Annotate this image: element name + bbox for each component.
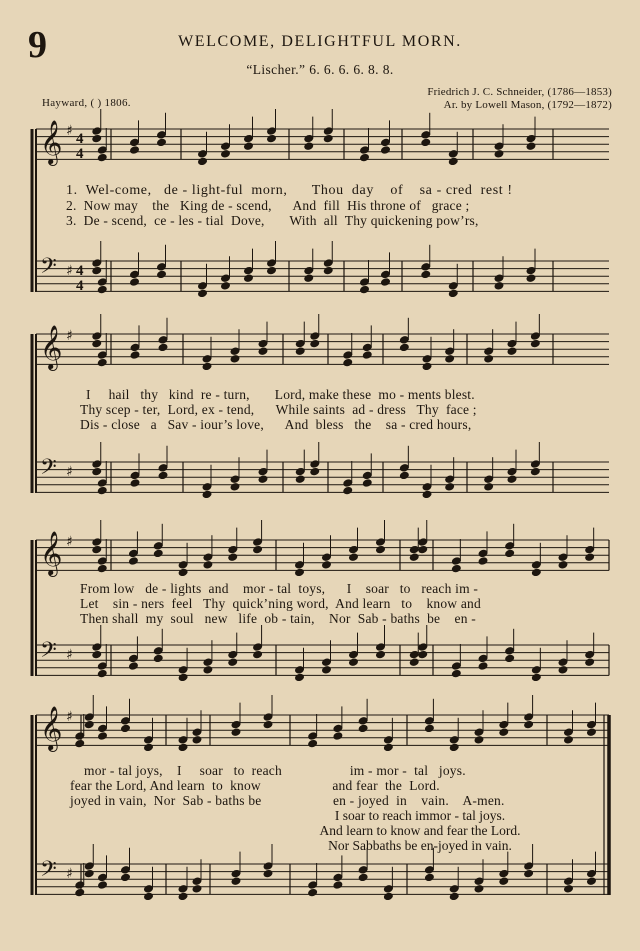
note-head — [418, 545, 428, 554]
note-head — [422, 362, 432, 371]
note-head — [263, 869, 273, 878]
note-head — [383, 892, 393, 901]
note-head — [253, 650, 263, 659]
note-head — [178, 673, 188, 682]
note-head — [484, 482, 494, 491]
note-head — [97, 486, 107, 495]
note-head — [304, 274, 314, 283]
note-head — [128, 662, 138, 671]
sharp-icon: ♯ — [66, 647, 73, 663]
note-head — [445, 482, 455, 491]
bass-clef-icon: 𝄢 — [40, 638, 57, 668]
note-head — [563, 735, 573, 744]
note-head — [323, 266, 333, 275]
note-head — [380, 146, 390, 155]
lyric-line-s4-v1: mor - tal joys, I soar to reach im - mor - tal joys. — [84, 763, 466, 778]
note-head — [130, 479, 140, 488]
note-head — [97, 669, 107, 678]
note-head — [230, 354, 240, 363]
note-head — [143, 892, 153, 901]
note-head — [348, 553, 358, 562]
note-head — [321, 560, 331, 569]
tune-name: “Lischer.” 6. 6. 6. 6. 8. 8. — [246, 62, 394, 77]
note-head — [585, 658, 595, 667]
note-head — [97, 358, 107, 367]
note-head — [494, 281, 504, 290]
note-head — [418, 650, 428, 659]
note-head — [563, 884, 573, 893]
note-head — [505, 549, 515, 558]
note-head — [97, 285, 107, 294]
hymn-title: WELCOME, DELIGHTFUL MORN. — [178, 33, 462, 50]
note-head — [333, 732, 343, 741]
note-head — [294, 568, 304, 577]
sharp-icon: ♯ — [66, 464, 73, 480]
note-head — [358, 873, 368, 882]
sharp-icon: ♯ — [66, 123, 73, 139]
note-head — [507, 475, 517, 484]
note-head — [308, 888, 318, 897]
note-head — [97, 564, 107, 573]
time-signature: 4 — [76, 146, 84, 162]
arranger-credit: Ar. by Lowell Mason, (1792—1872) — [443, 99, 612, 111]
note-head — [243, 142, 253, 151]
note-head — [526, 142, 536, 151]
bass-clef-icon: 𝄢 — [40, 254, 57, 284]
note-head — [421, 270, 431, 279]
sharp-icon: ♯ — [66, 263, 73, 279]
note-head — [358, 724, 368, 733]
lyric-line-s3-v1: From low de - lights and mor - tal toys, I soar to reach im - — [80, 581, 479, 596]
time-signature: 4 — [76, 131, 84, 147]
note-head — [484, 354, 494, 363]
note-head — [409, 658, 419, 667]
note-head — [263, 720, 273, 729]
sharp-icon: ♯ — [66, 709, 73, 725]
note-head — [130, 351, 140, 360]
note-head — [531, 673, 541, 682]
note-head — [310, 339, 320, 348]
note-head — [586, 728, 596, 737]
note-head — [231, 728, 241, 737]
treble-clef-icon: 𝄞 — [40, 706, 63, 750]
note-head — [143, 743, 153, 752]
note-head — [153, 654, 163, 663]
note-head — [295, 347, 305, 356]
note-head — [92, 134, 102, 143]
note-head — [449, 892, 459, 901]
note-head — [531, 568, 541, 577]
note-head — [178, 892, 188, 901]
note-head — [266, 134, 276, 143]
note-head — [474, 884, 484, 893]
note-head — [258, 475, 268, 484]
note-head — [499, 877, 509, 886]
note-head — [343, 486, 353, 495]
note-head — [359, 285, 369, 294]
note-head — [120, 724, 130, 733]
lyric-line-s2-v3: Dis - close a Sav - iour’s love, And bless the sa - cred hours, — [80, 417, 472, 432]
note-head — [362, 351, 372, 360]
note-head — [343, 358, 353, 367]
note-head — [448, 157, 458, 166]
note-head — [158, 343, 168, 352]
time-signature: 4 — [76, 278, 84, 294]
note-head — [474, 735, 484, 744]
note-head — [530, 339, 540, 348]
note-head — [478, 557, 488, 566]
treble-clef-icon: 𝄞 — [40, 120, 63, 164]
note-head — [230, 482, 240, 491]
note-head — [383, 743, 393, 752]
lyric-line-s2-v1: I hail thy kind re - turn, Lord, make these mo - ments blest. — [86, 387, 475, 402]
note-head — [558, 665, 568, 674]
note-head — [156, 270, 166, 279]
note-head — [197, 289, 207, 298]
note-head — [424, 873, 434, 882]
note-head — [153, 549, 163, 558]
note-head — [92, 266, 102, 275]
note-head — [253, 545, 263, 554]
note-head — [220, 149, 230, 158]
note-head — [84, 869, 94, 878]
note-head — [310, 467, 320, 476]
note-head — [422, 490, 432, 499]
note-head — [333, 881, 343, 890]
sharp-icon: ♯ — [66, 534, 73, 550]
note-head — [526, 274, 536, 283]
note-head — [399, 471, 409, 480]
note-head — [92, 339, 102, 348]
note-head — [243, 274, 253, 283]
treble-clef-icon: 𝄞 — [40, 531, 63, 575]
sharp-icon: ♯ — [66, 866, 73, 882]
lyric-line-s4-v3: joyed in vain, Nor Sab - baths be en - joyed in vain. A-men. — [70, 793, 505, 808]
note-head — [231, 877, 241, 886]
note-head — [362, 479, 372, 488]
bass-clef-icon: 𝄢 — [40, 455, 57, 485]
note-head — [524, 720, 534, 729]
note-head — [156, 138, 166, 147]
note-head — [192, 884, 202, 893]
note-head — [295, 475, 305, 484]
note-head — [424, 724, 434, 733]
note-head — [348, 658, 358, 667]
coda-line-v2: And learn to know and fear the Lord. — [319, 823, 521, 838]
note-head — [451, 564, 461, 573]
note-head — [409, 553, 419, 562]
note-head — [75, 888, 85, 897]
note-head — [97, 153, 107, 162]
note-head — [129, 146, 139, 155]
note-head — [359, 153, 369, 162]
note-head — [220, 281, 230, 290]
note-head — [92, 545, 102, 554]
note-head — [494, 149, 504, 158]
composer-credit: Friedrich J. C. Schneider, (1786—1853) — [427, 86, 612, 98]
note-head — [178, 743, 188, 752]
note-head — [308, 739, 318, 748]
lyric-line-s3-v2: Let sin - ners feel Thy quick’ning word, And learn to know and — [80, 596, 481, 611]
note-head — [192, 735, 202, 744]
lyric-line-s3-v3: Then shall my soul new life ob - tain, Nor Sab - baths be en - — [80, 611, 476, 626]
note-head — [294, 673, 304, 682]
coda-line-v3: Nor Sabbaths be en-joyed in vain. — [328, 838, 512, 853]
note-head — [375, 545, 385, 554]
note-head — [558, 560, 568, 569]
note-head — [524, 869, 534, 878]
note-head — [380, 278, 390, 287]
note-head — [451, 669, 461, 678]
note-head — [258, 347, 268, 356]
note-head — [203, 560, 213, 569]
lyric-line-s1-v2: 2. Now may the King de - scend, And fill His throne of grace ; — [66, 198, 470, 213]
note-head — [92, 650, 102, 659]
note-head — [158, 471, 168, 480]
note-head — [178, 568, 188, 577]
note-head — [321, 665, 331, 674]
note-head — [323, 134, 333, 143]
note-head — [448, 289, 458, 298]
note-head — [128, 557, 138, 566]
hymn-number: 9 — [28, 24, 47, 66]
text-author: Hayward, ( ) 1806. — [42, 97, 131, 109]
note-head — [97, 881, 107, 890]
note-head — [228, 553, 238, 562]
note-head — [84, 720, 94, 729]
note-head — [97, 732, 107, 741]
lyric-line-s1-v3: 3. De - scend, ce - les - tial Dove, With all Thy quickening pow’rs, — [66, 213, 479, 228]
note-head — [202, 490, 212, 499]
note-head — [586, 877, 596, 886]
time-signature: 4 — [76, 263, 84, 279]
lyric-line-s2-v2: Thy scep - ter, Lord, ex - tend, While saints ad - dress Thy face ; — [80, 402, 477, 417]
sharp-icon: ♯ — [66, 328, 73, 344]
note-head — [266, 266, 276, 275]
note-head — [478, 662, 488, 671]
note-head — [304, 142, 314, 151]
note-head — [449, 743, 459, 752]
note-head — [202, 362, 212, 371]
bass-clef-icon: 𝄢 — [40, 857, 57, 887]
note-head — [203, 665, 213, 674]
note-head — [499, 728, 509, 737]
note-head — [228, 658, 238, 667]
treble-clef-icon: 𝄞 — [40, 325, 63, 369]
coda-line-v1: I soar to reach immor - tal joys. — [334, 808, 506, 823]
lyric-line-s4-v2: fear the Lord, And learn to know and fear the Lord. — [70, 778, 440, 793]
note-head — [120, 873, 130, 882]
note-head — [507, 347, 517, 356]
lyric-line-s1-v1: 1. Wel-come, de - light-ful morn, Thou day of sa - cred rest ! — [66, 183, 513, 198]
note-head — [197, 157, 207, 166]
note-head — [530, 467, 540, 476]
note-head — [585, 553, 595, 562]
note-head — [92, 467, 102, 476]
note-head — [505, 654, 515, 663]
note-head — [399, 343, 409, 352]
note-head — [375, 650, 385, 659]
note-head — [421, 138, 431, 147]
note-head — [445, 354, 455, 363]
note-head — [75, 739, 85, 748]
note-head — [129, 278, 139, 287]
